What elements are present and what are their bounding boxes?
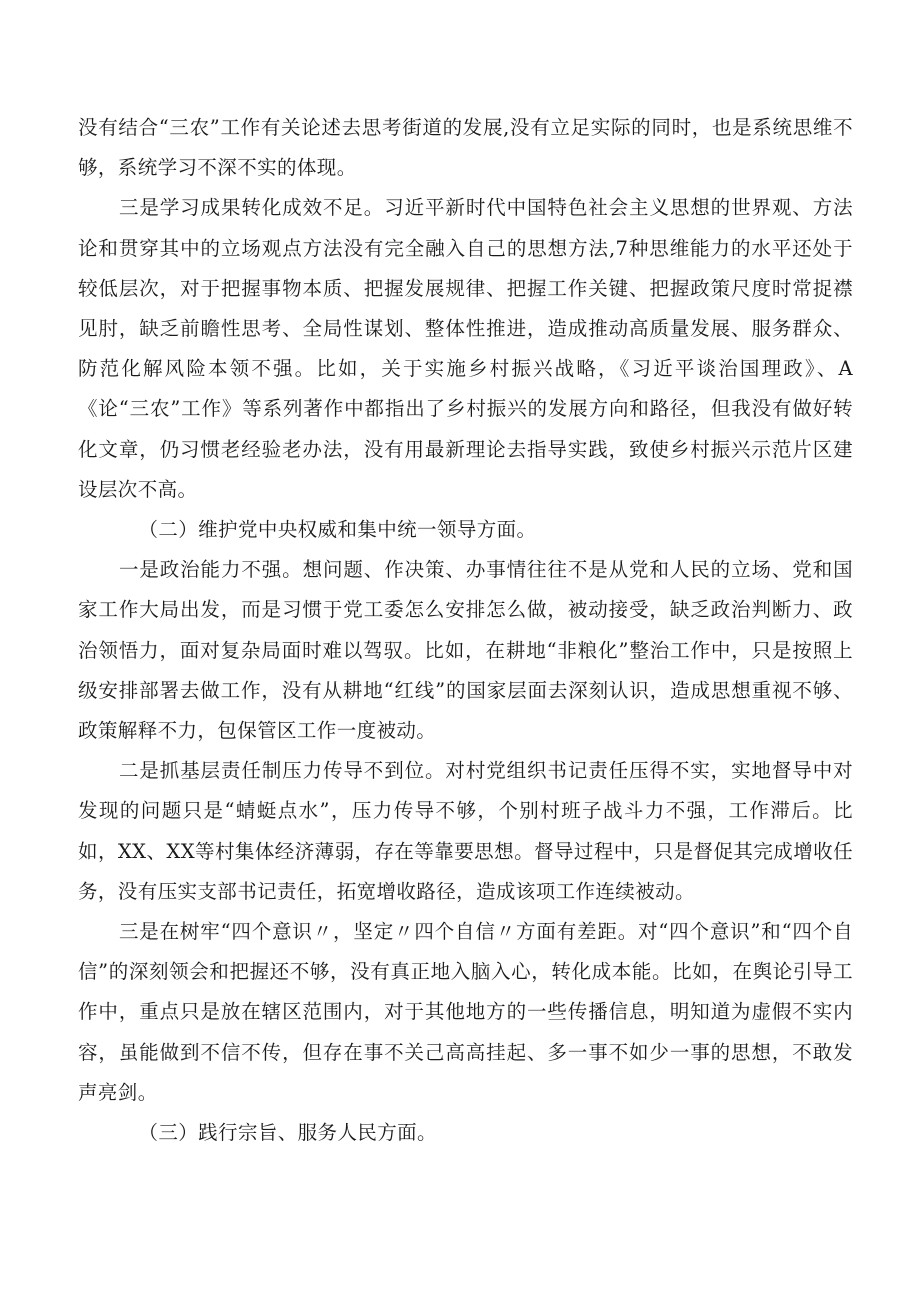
paragraph-continuation: 没有结合“三农”工作有关论述去思考街道的发展,没有立足实际的同时，也是系统思维不够，系统学习不深不实的体现。 — [78, 116, 853, 180]
document-body — [78, 108, 853, 1153]
paragraph-four-consciousness: 三是在树牢“四个意识〃，坚定〃四个自信〃方面有差距。对“四个意识”和“四个自信”的深刻领会和把握还不够，没有真正地入脑入心，转化成本能。比如，在舆论引导工作中，重点只是放在辖区范围内，对于其他地方的一些传播信息，明知道为虚假不实内容，虽能做到不信不传，但存在事不关己高高挂起、多一事不如少一事的思想，不敢发声亮剑。 — [78, 920, 853, 1104]
paragraph-learning-results: 三是学习成果转化成效不足。习近平新时代中国特色社会主义思想的世界观、方法论和贯穿其中的立场观点方法没有完全融入自己的思想方法,7种思维能力的水平还处于较低层次，对于把握事物本质、把握发展规律、把握工作关键、把握政策尺度时常捉襟见肘，缺乏前瞻性思考、全局性谋划、整体性推进，造成推动高质量发展、服务群众、防范化解风险本领不强。比如，关于实施乡村振兴战略，《习近平谈治国理政》、A《论“三农”工作》等系列著作中都指出了乡村振兴的发展方向和路径，但我没有做好转化文章，仍习惯老经验老办法，没有用最新理论去指导实践，致使乡村振兴示范片区建设层次不高。 — [78, 196, 853, 501]
paragraph-grassroots-responsibility: 二是抓基层责任制压力传导不到位。对村党组织书记责任压得不实，实地督导中对发现的问题只是“蜻蜓点水”，压力传导不够，个别村班子战斗力不强，工作滞后。比如，XX、XX等村集体经济薄弱，存在等靠要思想。督导过程中，只是督促其完成增收任务，没有压实支部书记责任，拓宽增收路径，造成该项工作连续被动。 — [78, 759, 853, 903]
section-heading-three: （三）践行宗旨、服务人民方面。 — [138, 1121, 437, 1145]
section-heading-two: （二）维护党中央权威和集中统一领导方面。 — [138, 518, 537, 542]
paragraph-political-ability: 一是政治能力不强。想问题、作决策、办事情往往不是从党和人民的立场、党和国家工作大局出发，而是习惯于党工委怎么安排怎么做，被动接受，缺乏政治判断力、政治领悟力，面对复杂局面时难以驾驭。比如，在耕地“非粮化”整治工作中，只是按照上级安排部署去做工作，没有从耕地“红线”的国家层面去深刻认识，造成思想重视不够、政策解释不力，包保管区工作一度被动。 — [78, 558, 853, 743]
